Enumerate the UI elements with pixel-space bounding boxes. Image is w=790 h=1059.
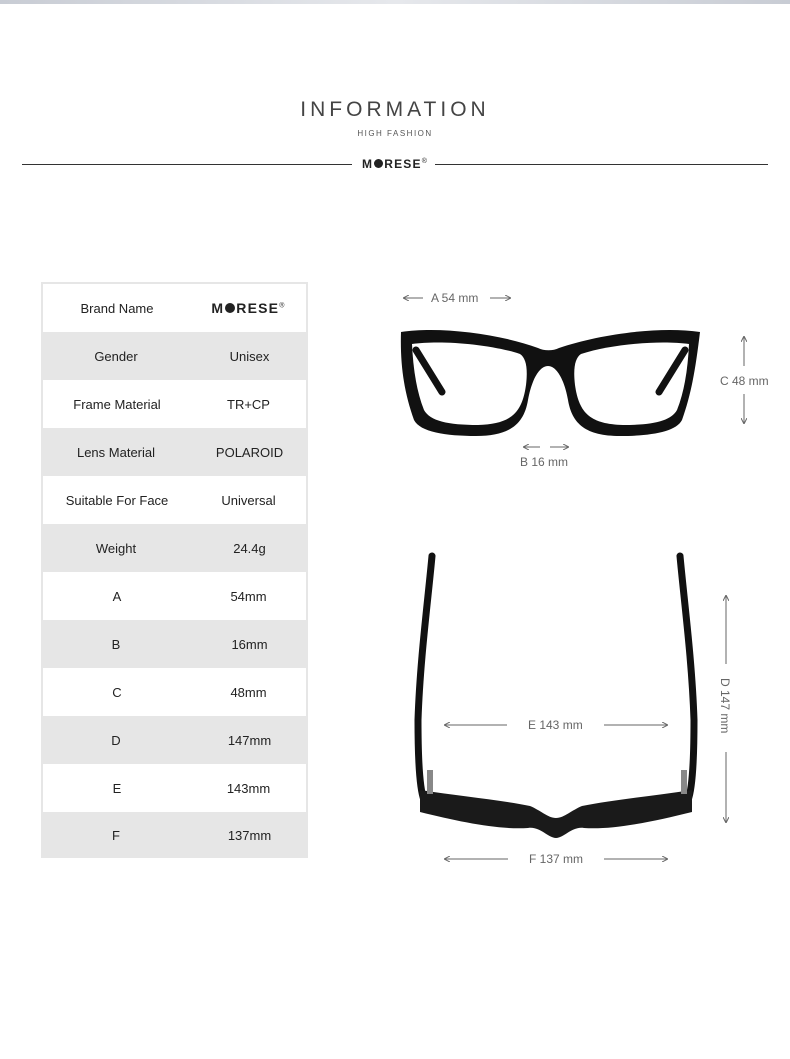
- spec-value: 143mm: [226, 780, 271, 796]
- page-subtitle: HIGH FASHION: [357, 129, 433, 138]
- spec-value: TR+CP: [227, 396, 270, 412]
- spec-value: 16mm: [231, 636, 268, 652]
- spec-label: Frame Material: [73, 396, 161, 412]
- spec-label: Gender: [94, 348, 138, 364]
- spec-label: E: [112, 780, 122, 796]
- spec-value: POLAROID: [215, 444, 284, 460]
- spec-label: A: [112, 588, 122, 604]
- measurement-f: F 137 mm: [529, 852, 584, 866]
- spec-label: Brand Name: [80, 300, 154, 316]
- spec-value: 137mm: [227, 827, 272, 843]
- measurement-b: B 16 mm: [520, 455, 569, 469]
- spec-label: Suitable For Face: [65, 492, 169, 508]
- glasses-top-view: [418, 556, 694, 838]
- brand-logo: M RESE®: [362, 157, 429, 171]
- spec-value: 24.4g: [233, 540, 266, 556]
- spec-value: 54mm: [230, 588, 267, 604]
- spec-value: Universal: [221, 492, 276, 508]
- brand-logo-small: M RESE®: [211, 300, 286, 316]
- page-title: INFORMATION: [300, 98, 490, 121]
- measurement-e: E 143 mm: [528, 718, 583, 732]
- measurement-d: D 147 mm: [718, 678, 732, 734]
- spec-label: C: [112, 684, 122, 700]
- glasses-front-view: [401, 330, 700, 436]
- spec-value: 48mm: [230, 684, 267, 700]
- spec-label: Lens Material: [76, 444, 156, 460]
- spec-label: Weight: [95, 540, 137, 556]
- spec-value: 147mm: [227, 732, 272, 748]
- spec-label: B: [111, 636, 121, 652]
- spec-label: F: [112, 827, 120, 843]
- spec-label: D: [111, 732, 121, 748]
- spec-value: Unisex: [229, 348, 270, 364]
- measurement-c: C 48 mm: [720, 374, 769, 388]
- measurement-a: A 54 mm: [431, 291, 479, 305]
